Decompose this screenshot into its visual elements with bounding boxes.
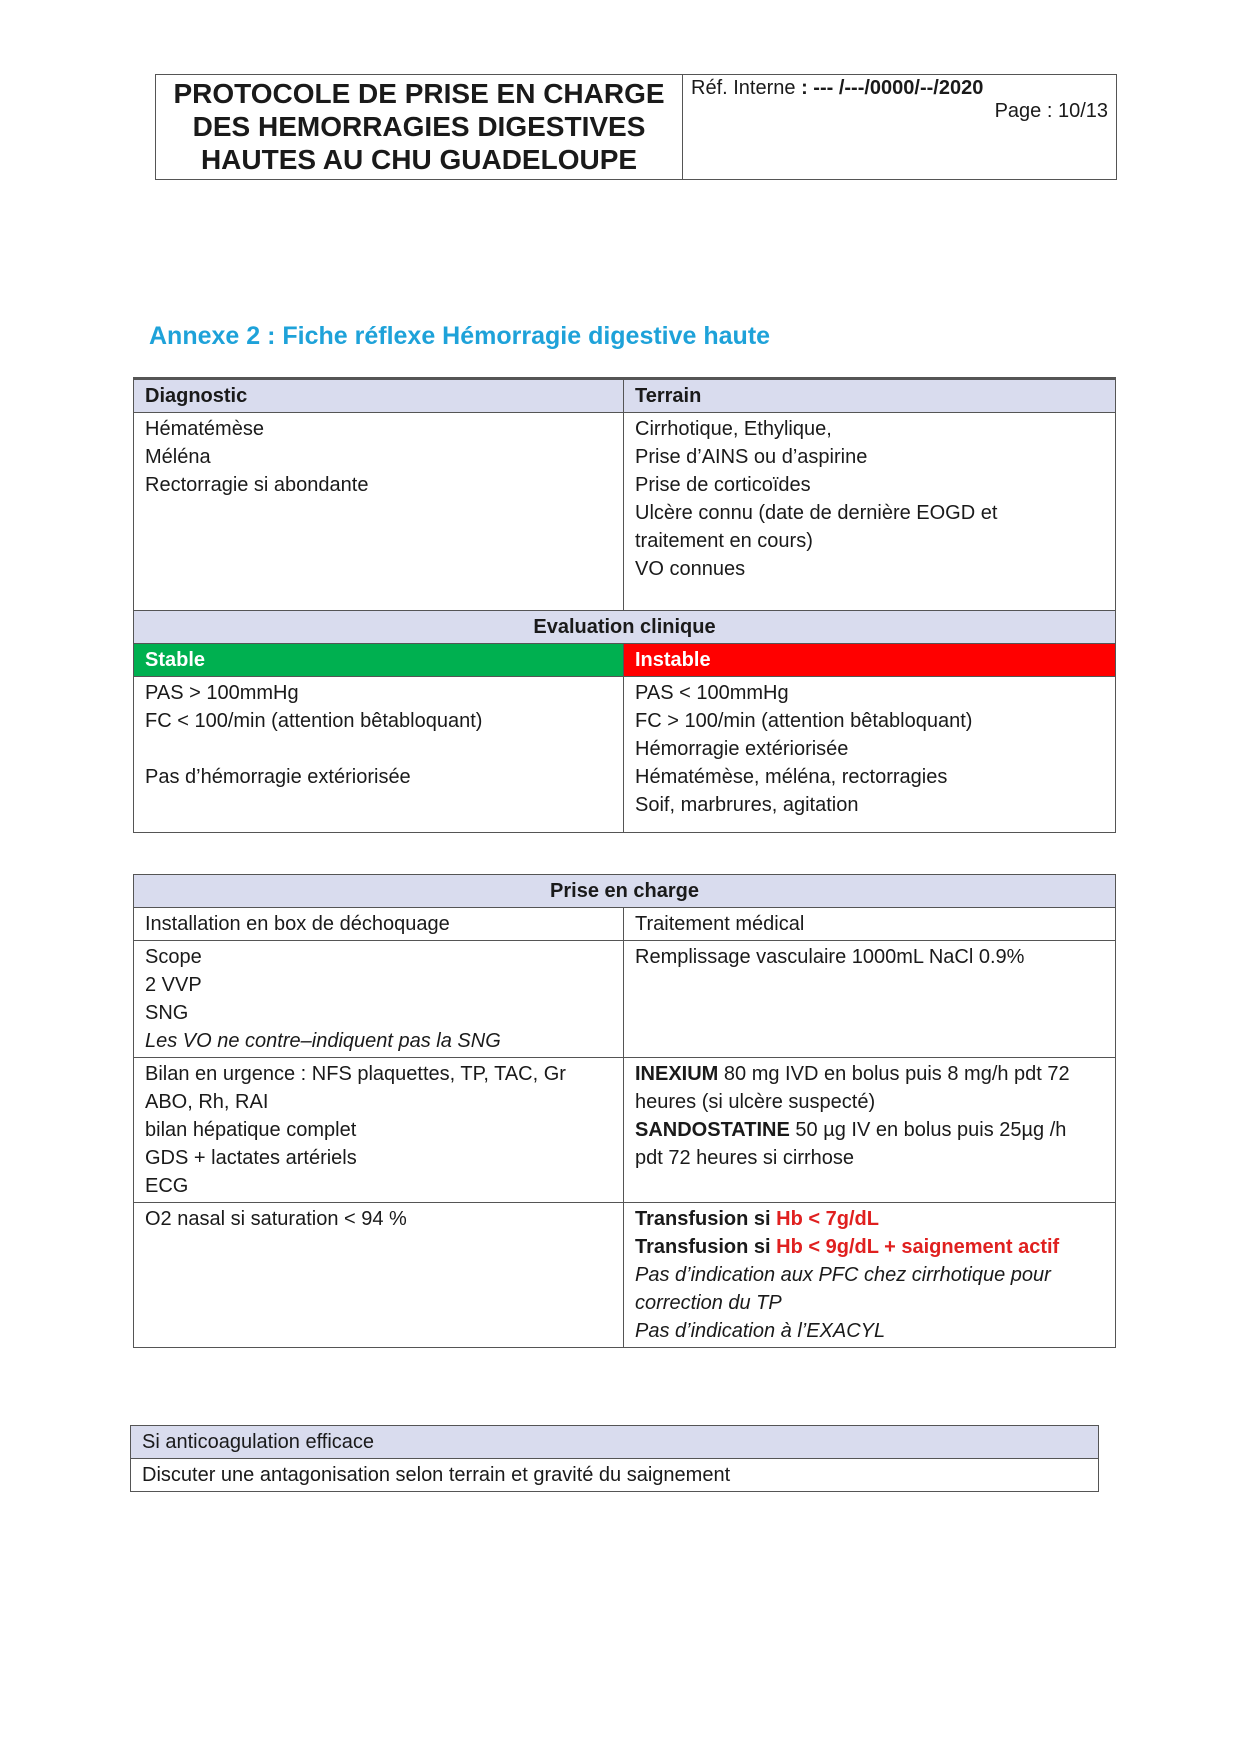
list-item: Pas d’hémorragie extériorisée: [145, 766, 411, 788]
hb-threshold: Hb < 7g/dL: [776, 1208, 879, 1230]
list-item: Scope: [145, 946, 202, 968]
list-item: Hématémèse, méléna, rectorragies: [635, 766, 948, 788]
annex-title: Annexe 2 : Fiche réflexe Hémorragie digestive haute: [149, 322, 771, 350]
list-item: FC < 100/min (attention bêtabloquant): [145, 710, 483, 732]
diagnostic-table: [133, 377, 1116, 833]
list-item: VO connues: [635, 558, 746, 580]
list-item: Hémorragie extériorisée: [635, 738, 849, 760]
prise-en-charge-header: Prise en charge: [134, 875, 1116, 908]
list-item: Les VO ne contre–indiquent pas la SNG: [145, 1030, 501, 1052]
list-item: PAS > 100mmHg: [145, 682, 299, 704]
list-item: bilan hépatique complet: [145, 1119, 357, 1141]
transfusion-label: Transfusion si: [635, 1236, 777, 1258]
list-item: Prise d’AINS ou d’aspirine: [635, 446, 868, 468]
list-item: SNG: [145, 1002, 189, 1024]
list-item: Bilan en urgence : NFS plaquettes, TP, TAC, Gr: [145, 1063, 566, 1085]
list-item: Prise de corticoïdes: [635, 474, 811, 496]
document-header: [155, 74, 1117, 180]
table-cell: [624, 1058, 1116, 1203]
list-item: Hématémèse: [145, 418, 264, 440]
table-cell: [134, 941, 624, 1058]
list-item: Soif, marbrures, agitation: [635, 794, 859, 816]
list-item: GDS + lactates artériels: [145, 1147, 357, 1169]
list-item: Rectorragie si abondante: [145, 474, 369, 496]
list-item: Pas d’indication aux PFC chez cirrhotique pour: [635, 1264, 1051, 1286]
list-item: FC > 100/min (attention bêtabloquant): [635, 710, 973, 732]
stable-header: Stable: [134, 644, 624, 677]
list-item: Ulcère connu (date de dernière EOGD et: [635, 502, 998, 524]
stable-cell: [134, 677, 624, 833]
terrain-cell: [624, 413, 1116, 611]
anticoagulation-header: Si anticoagulation efficace: [131, 1426, 1099, 1459]
anticoagulation-body: Discuter une antagonisation selon terrain et gravité du saignement: [131, 1459, 1099, 1492]
hb-threshold: Hb < 9g/dL + saignement actif: [776, 1236, 1060, 1258]
title-line: DES HEMORRAGIES DIGESTIVES: [192, 111, 646, 142]
table-cell: [624, 1203, 1116, 1348]
drug-name: SANDOSTATINE: [635, 1119, 790, 1141]
list-item: ABO, Rh, RAI: [145, 1091, 269, 1113]
title-line: HAUTES AU CHU GUADELOUPE: [200, 144, 638, 175]
reference-block: [683, 75, 1116, 179]
list-item: PAS < 100mmHg: [635, 682, 789, 704]
drug-name: INEXIUM: [635, 1063, 719, 1085]
table-cell: [134, 1058, 624, 1203]
drug-dosage: 50 µg IV en bolus puis 25µg /h: [789, 1119, 1067, 1141]
ref-label: Réf. Interne: [691, 77, 796, 99]
instable-cell: [624, 677, 1116, 833]
evaluation-header: Evaluation clinique: [134, 611, 1116, 644]
drug-dosage: pdt 72 heures si cirrhose: [635, 1147, 855, 1169]
list-item: Pas d’indication à l’EXACYL: [635, 1320, 886, 1342]
anticoagulation-table: [130, 1425, 1099, 1492]
title-line: PROTOCOLE DE PRISE EN CHARGE: [173, 78, 665, 109]
list-item: ECG: [145, 1175, 189, 1197]
table-cell: Remplissage vasculaire 1000mL NaCl 0.9%: [624, 941, 1116, 1058]
table-cell: Traitement médical: [624, 908, 1116, 941]
table-cell: Installation en box de déchoquage: [134, 908, 624, 941]
ref-value: : --- /---/0000/--/2020: [795, 77, 984, 99]
list-item: Méléna: [145, 446, 211, 468]
prise-en-charge-table: [133, 874, 1116, 1348]
document-title: [156, 75, 683, 179]
list-item: correction du TP: [635, 1292, 782, 1314]
drug-dosage: 80 mg IVD en bolus puis 8 mg/h pdt 72: [718, 1063, 1070, 1085]
diagnostic-header: Diagnostic: [134, 379, 624, 413]
list-item: 2 VVP: [145, 974, 202, 996]
list-item: Cirrhotique, Ethylique,: [635, 418, 832, 440]
diagnostic-cell: [134, 413, 624, 611]
instable-header: Instable: [624, 644, 1116, 677]
terrain-header: Terrain: [624, 379, 1116, 413]
list-item: traitement en cours): [635, 530, 813, 552]
transfusion-label: Transfusion si: [635, 1208, 777, 1230]
list-item: [145, 735, 612, 763]
page-number: Page : 10/13: [994, 100, 1108, 122]
table-cell: O2 nasal si saturation < 94 %: [134, 1203, 624, 1348]
drug-dosage: heures (si ulcère suspecté): [635, 1091, 876, 1113]
